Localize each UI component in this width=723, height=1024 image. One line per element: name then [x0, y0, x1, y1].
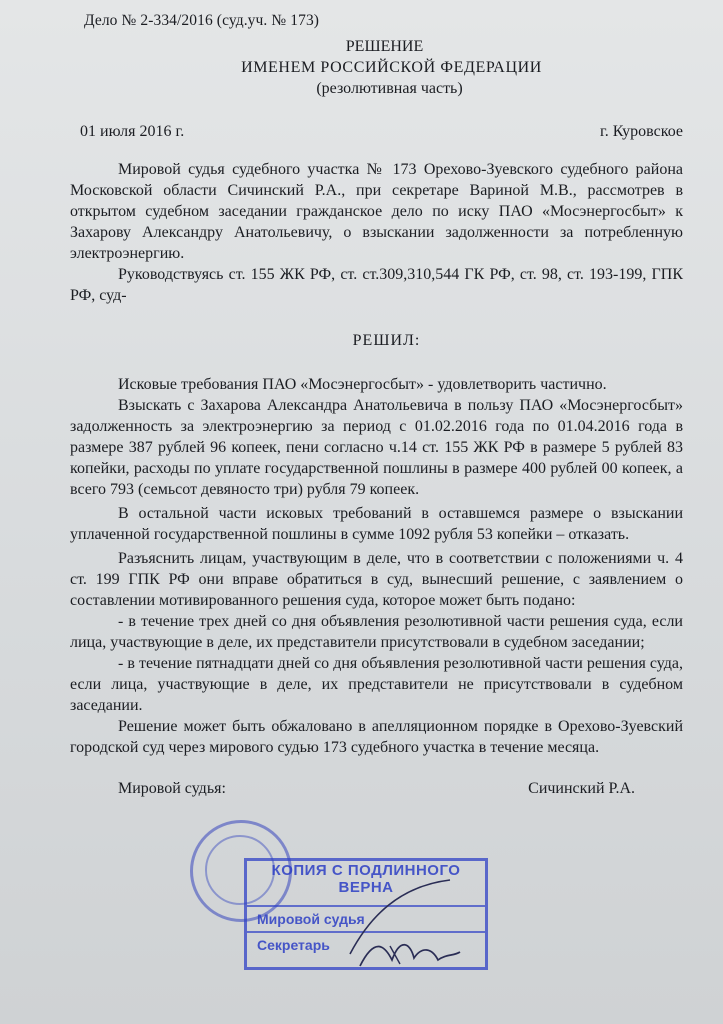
- heading-decision: РЕШЕНИЕ: [345, 38, 424, 55]
- intro-paragraph: Мировой судья судебного участка № 173 Орехово-Зуевского судебного района Московской области Сичинский Р.А., при секретаре Вариной М.В., рассмотрев в открытом судебном заседании гражданское дело по иску ПАО «Мосэнергосбыт» к Захарову Александру Анатольевичу, о взыскании задолженности за потребленную электроэнергию.: [70, 161, 683, 262]
- heading-federation: ИМЕНЕМ РОССИЙСКОЙ ФЕДЕРАЦИИ: [241, 59, 542, 76]
- paragraph-three-days: - в течение трех дней со дня объявления резолютивной части решения суда, если лица, участвующие в деле, их представители присутствовали в судебном заседании;: [70, 613, 683, 651]
- paragraph-claims-satisfied: Исковые требования ПАО «Мосэнергосбыт» - удовлетворить частично.: [118, 376, 607, 393]
- handwritten-signature: [330, 876, 480, 976]
- paragraph-fifteen-days: - в течение пятнадцати дней со дня объявления резолютивной части решения суда, если лица, участвующие в деле, их представители не присутствовали в судебном заседании.: [70, 655, 683, 714]
- paragraph-appeal: Решение может быть обжаловано в апелляционном порядке в Орехово-Зуевский городской суд через мирового судью 173 судебного участка в течение месяца.: [70, 718, 683, 756]
- case-number: Дело № 2-334/2016 (суд.уч. № 173): [84, 12, 320, 29]
- paragraph-recover: Взыскать с Захарова Александра Анатольевича в пользу ПАО «Мосэнергосбыт» задолженность за электроэнергию за период с 01.02.2016 года по 01.04.2016 года в размере 387 рублей 96 копеек, пени согласно ч.14 ст. 155 ЖК РФ в размере 5 рублей 83 копейки, расходы по уплате государственной пошлины в размере 400 рублей 00 копеек, а всего 793 (семьсот девяносто три) рубля 79 копеек.: [70, 397, 683, 498]
- guided-paragraph: Руководствуясь ст. 155 ЖК РФ, ст. ст.309,310,544 ГК РФ, ст. 98, ст. 193-199, ГПК РФ, суд-: [70, 266, 683, 304]
- decision-date: 01 июля 2016 г.: [80, 123, 185, 140]
- signature-row: [70, 780, 683, 840]
- stamp-judge-line: Мировой судья: [257, 911, 365, 927]
- heading-operative-part: (резолютивная часть): [316, 80, 463, 97]
- document-heading: [70, 36, 683, 99]
- date-place-line: [80, 123, 683, 141]
- paragraph-refuse: В остальной части исковых требований в оставшемся размере о взыскании уплаченной государственной пошлины в сумме 1092 рубля 53 копейки – отказать.: [70, 505, 683, 543]
- decision-place: г. Куровское: [599, 123, 683, 140]
- stamp-copy-line: КОПИЯ С ПОДЛИННОГО ВЕРНА: [271, 862, 461, 896]
- decided-heading: РЕШИЛ:: [352, 332, 421, 349]
- signature-name: Сичинский Р.А.: [528, 780, 635, 797]
- stamp-secretary-line: Секретарь: [257, 937, 330, 953]
- signature-label: Мировой судья:: [118, 780, 226, 797]
- paragraph-explain: Разъяснить лицам, участвующим в деле, что в соответствии с положениями ч. 4 ст. 199 ГПК РФ они вправе обратиться в суд, вынесший решение, с заявлением о составлении мотивированного решения суда, которое может быть подано:: [70, 550, 683, 609]
